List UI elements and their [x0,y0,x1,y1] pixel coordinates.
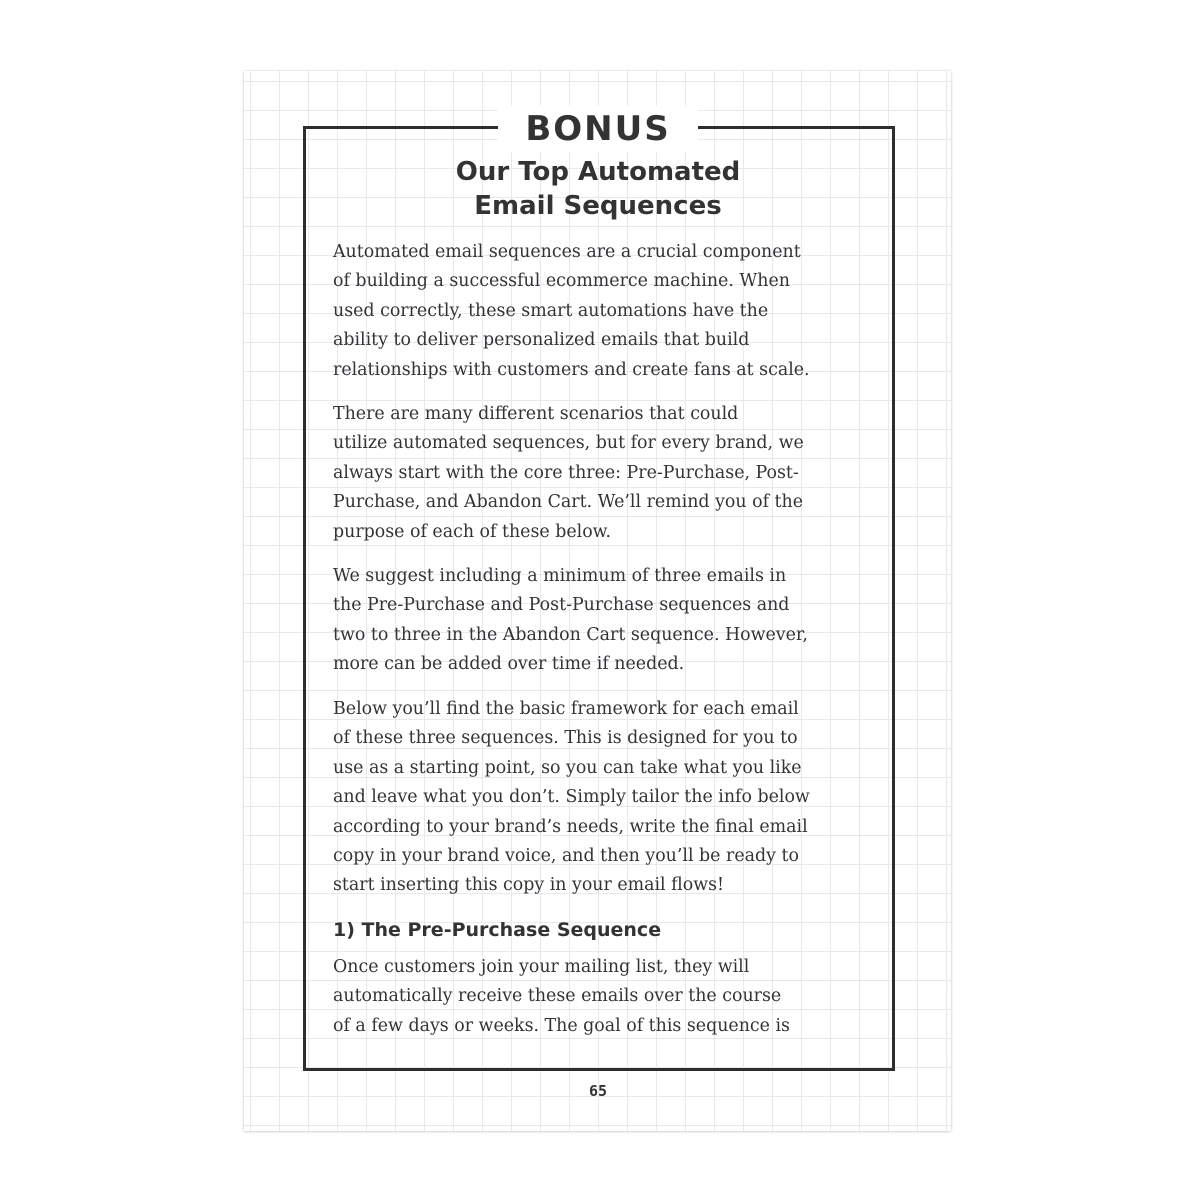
text-line: of a few days or weeks. The goal of this sequence is [333,1015,790,1036]
paragraph-scenarios [333,400,878,547]
paragraph-framework [333,695,878,901]
page-number: 65 [588,1082,608,1100]
text-line: ability to deliver personalized emails that build [333,330,750,351]
text-line: utilize automated sequences, but for every brand, we [333,433,804,454]
text-line: of these three sequences. This is designed for you to [333,728,798,749]
paragraph-intro [333,238,878,385]
title-line-2: Email Sequences [474,191,722,221]
text-line: always start with the core three: Pre-Purchase, Post- [333,462,799,483]
text-line: relationships with customers and create fans at scale. [333,359,810,380]
paragraph-suggestion [333,562,878,680]
text-line: two to three in the Abandon Cart sequence. However, [333,624,808,645]
text-line: Automated email sequences are a crucial component [333,242,801,262]
text-line: Once customers join your mailing list, they will [333,957,750,977]
text-line: We suggest including a minimum of three emails in [333,566,787,586]
section-heading: 1) The Pre-Purchase Sequence [333,919,662,941]
text-line: more can be added over time if needed. [333,654,685,675]
text-line: There are many different scenarios that could [333,404,739,424]
text-line: the Pre-Purchase and Post-Purchase sequences and [333,595,790,616]
text-line: according to your brand’s needs, write the final email [333,816,808,837]
text-line: of building a successful ecommerce machine. When [333,271,790,292]
text-line: copy in your brand voice, and then you’ll be ready to [333,846,799,867]
text-line: use as a starting point, so you can take what you like [333,757,802,778]
bonus-label: BONUS [498,106,698,152]
text-line: used correctly, these smart automations have the [333,300,769,321]
text-line: purpose of each of these below. [333,521,612,542]
text-line: Purchase, and Abandon Cart. We’ll remind you of the [333,492,804,513]
title-line-1: Our Top Automated [455,157,741,187]
paragraph-pre-purchase [333,953,878,1041]
text-line: Below you’ll find the basic framework for each email [333,699,799,719]
page-title [340,155,856,223]
text-line: start inserting this copy in your email flows! [333,875,725,896]
text-line: and leave what you don’t. Simply tailor the info below [333,787,810,808]
text-line: automatically receive these emails over the course [333,986,782,1007]
